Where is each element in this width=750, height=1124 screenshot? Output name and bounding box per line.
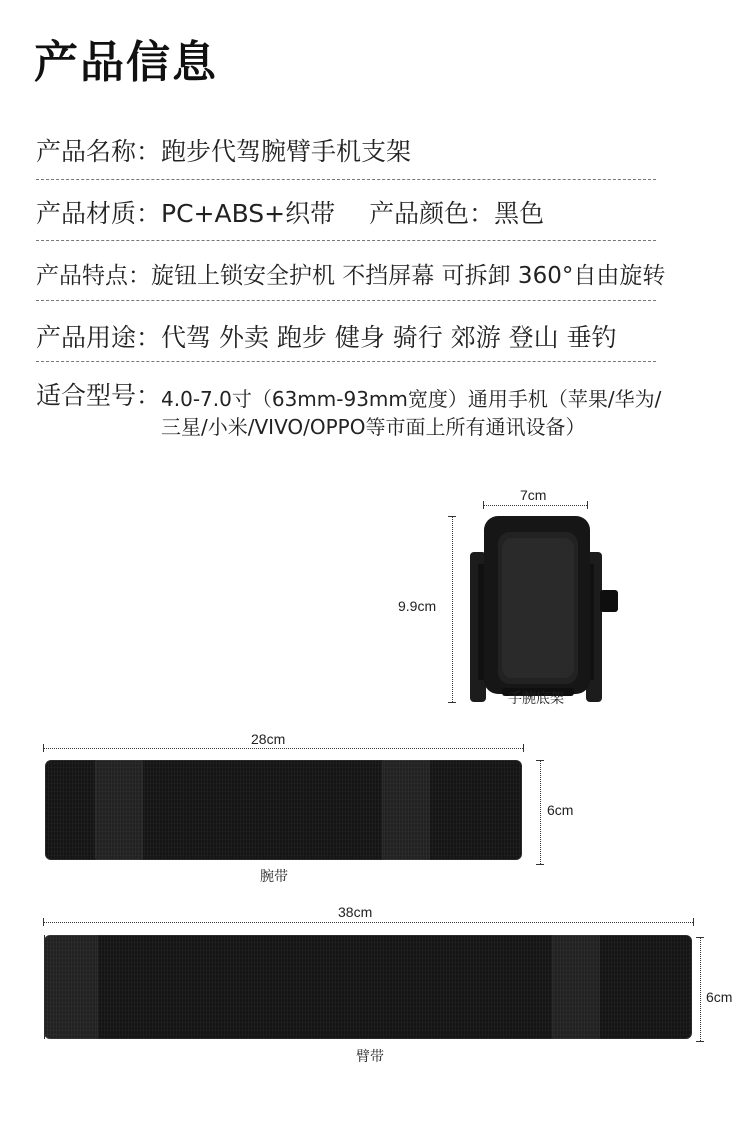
divider (36, 240, 656, 241)
spec-usage (36, 320, 686, 356)
spec-usage-text: 产品用途：代驾 外卖 跑步 健身 骑行 郊游 登山 垂钓 (36, 323, 617, 352)
spec-features-text: 产品特点：旋钮上锁安全护机 不挡屏幕 可拆卸 360°自由旋转 (36, 263, 666, 289)
arm-strap-width-label: 6cm (706, 989, 733, 1005)
spec-color-text: 产品颜色：黑色 (369, 199, 545, 228)
spec-material-color (36, 196, 686, 232)
arm-strap-image (44, 935, 692, 1039)
spec-material-text: 产品材质：PC+ABS+织带 (36, 199, 336, 228)
wrist-strap-image (45, 760, 522, 860)
arm-strap-caption: 臂带 (356, 1049, 384, 1065)
spec-product-name-text: 产品名称：跑步代驾腕臂手机支架 (36, 137, 412, 166)
arm-strap-length-label: 38cm (338, 904, 373, 920)
wrist-strap-caption: 腕带 (260, 869, 288, 885)
holder-caption: 手腕底架 (508, 691, 564, 707)
holder-height-label: 9.9cm (398, 598, 437, 614)
divider (36, 361, 656, 362)
spec-model-value: 4.0-7.0寸（63mm-93mm宽度）通用手机（苹果/华为/三星/小米/VIVO/OPPO等市面上所有通讯设备） (161, 387, 662, 439)
spec-model (36, 382, 686, 441)
divider (36, 300, 656, 301)
spec-features (36, 258, 686, 294)
spec-model-label: 适合型号： (36, 381, 162, 410)
holder-width-label: 7cm (520, 487, 547, 503)
page-title: 产品信息 (34, 37, 218, 88)
phone-holder-image (462, 512, 632, 708)
wrist-strap-width-label: 6cm (547, 802, 574, 818)
spec-product-name (36, 134, 686, 170)
wrist-strap-length-label: 28cm (251, 731, 286, 747)
divider (36, 179, 656, 180)
